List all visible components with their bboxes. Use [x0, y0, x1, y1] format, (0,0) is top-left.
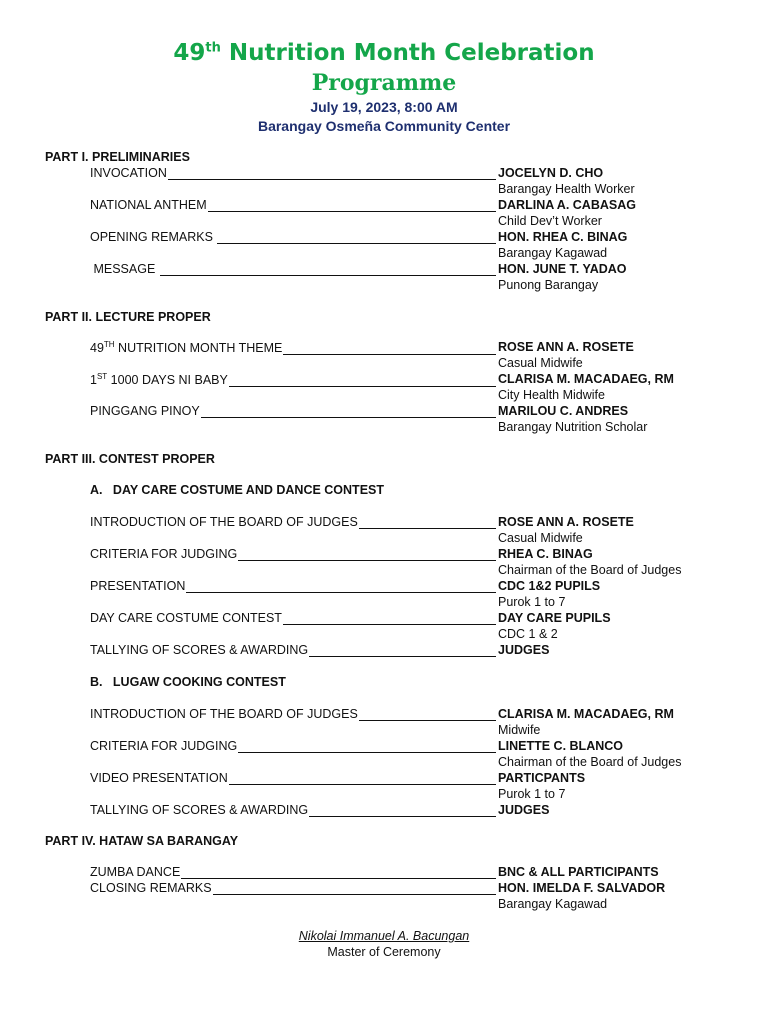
row-role: Casual Midwife — [498, 356, 583, 370]
row-label: CRITERIA FOR JUDGING — [90, 547, 238, 561]
row-name: HON. JUNE T. YADAO — [498, 262, 627, 276]
program-row-a-intro — [0, 515, 768, 531]
leader-line — [309, 644, 496, 657]
row-name: ROSE ANN A. ROSETE — [498, 340, 634, 354]
part-4-heading: PART IV. HATAW SA BARANGAY — [45, 834, 239, 848]
page-subtitle: Programme — [311, 70, 457, 96]
program-row-theme — [0, 340, 768, 356]
row-name: BNC & ALL PARTICIPANTS — [498, 865, 659, 879]
label-suffix: TH — [103, 340, 115, 349]
row-label — [90, 340, 282, 355]
row-label: TALLYING OF SCORES & AWARDING — [90, 643, 309, 657]
row-role: Purok 1 to 7 — [498, 595, 566, 609]
row-label: OPENING REMARKS — [90, 230, 217, 244]
row-name: CLARISA M. MACADAEG, RM — [498, 372, 674, 386]
leader-line — [283, 612, 496, 625]
program-row-zumba — [0, 865, 768, 881]
row-label: ZUMBA DANCE — [90, 865, 181, 879]
leader-line — [160, 263, 496, 276]
row-role: Barangay Nutrition Scholar — [498, 420, 648, 434]
label-suffix: ST — [96, 372, 108, 381]
leader-line — [359, 516, 496, 529]
leader-line — [309, 804, 496, 817]
label-number: 49 — [90, 341, 104, 356]
row-role: Barangay Kagawad — [498, 246, 608, 260]
leader-line — [168, 167, 496, 180]
row-label: VIDEO PRESENTATION — [90, 771, 228, 785]
leader-line — [238, 548, 496, 561]
part-2-heading: PART II. LECTURE PROPER — [45, 310, 211, 324]
event-date: July 19, 2023, 8:00 AM — [310, 99, 458, 115]
part-3-heading: PART III. CONTEST PROPER — [45, 452, 215, 466]
row-name: PARTICPANTS — [498, 771, 586, 785]
row-label: INTRODUCTION OF THE BOARD OF JUDGES — [90, 515, 358, 529]
event-venue: Barangay Osmeña Community Center — [257, 118, 511, 134]
row-label: PRESENTATION — [90, 579, 186, 593]
program-row-a-tally — [0, 643, 768, 659]
row-name: CLARISA M. MACADAEG, RM — [498, 707, 674, 721]
part-1-heading: PART I. PRELIMINARIES — [45, 150, 190, 164]
title-rest: Nutrition Month Celebration — [220, 40, 595, 66]
row-role: Midwife — [498, 723, 541, 737]
row-label — [90, 372, 228, 387]
row-role: Barangay Health Worker — [498, 182, 635, 196]
row-label: INVOCATION — [90, 166, 167, 180]
row-label: CRITERIA FOR JUDGING — [90, 739, 238, 753]
row-role: Chairman of the Board of Judges — [498, 563, 682, 577]
label-number: 1 — [90, 373, 97, 388]
section-a-heading: A. DAY CARE COSTUME AND DANCE CONTEST — [90, 483, 385, 497]
row-name: JUDGES — [498, 643, 550, 657]
row-name: LINETTE C. BLANCO — [498, 739, 623, 753]
row-name: CDC 1&2 PUPILS — [498, 579, 601, 593]
row-role: CDC 1 & 2 — [498, 627, 558, 641]
row-label: MESSAGE — [90, 262, 159, 276]
label-text: 1000 DAYS NI BABY — [107, 373, 228, 388]
leader-line — [208, 199, 496, 212]
leader-line — [213, 882, 496, 895]
label-text: NUTRITION MONTH THEME — [114, 341, 283, 356]
row-role: Punong Barangay — [498, 278, 599, 292]
row-name: HON. IMELDA F. SALVADOR — [498, 881, 666, 895]
program-row-a-costume — [0, 611, 768, 627]
leader-line — [217, 231, 496, 244]
program-row-b-criteria — [0, 739, 768, 755]
row-label: INTRODUCTION OF THE BOARD OF JUDGES — [90, 707, 358, 721]
row-name: JUDGES — [498, 803, 550, 817]
row-name: RHEA C. BINAG — [498, 547, 593, 561]
program-row-a-presentation — [0, 579, 768, 595]
row-name: MARILOU C. ANDRES — [498, 404, 629, 418]
title-suffix: th — [205, 40, 221, 56]
row-name: ROSE ANN A. ROSETE — [498, 515, 634, 529]
program-row-pinggang — [0, 404, 768, 420]
leader-line — [181, 866, 496, 879]
section-b-heading: B. LUGAW COOKING CONTEST — [90, 675, 286, 689]
row-role: Chairman of the Board of Judges — [498, 755, 682, 769]
row-role: Purok 1 to 7 — [498, 787, 566, 801]
program-row-a-criteria — [0, 547, 768, 563]
program-row-b-intro — [0, 707, 768, 723]
program-row-closing — [0, 881, 768, 897]
row-name: DAY CARE PUPILS — [498, 611, 611, 625]
row-role: Casual Midwife — [498, 531, 583, 545]
row-label: DAY CARE COSTUME CONTEST — [90, 611, 282, 625]
leader-line — [229, 374, 496, 387]
row-label: TALLYING OF SCORES & AWARDING — [90, 803, 309, 817]
program-row-b-tally — [0, 803, 768, 819]
row-name: HON. RHEA C. BINAG — [498, 230, 628, 244]
row-name: JOCELYN D. CHO — [498, 166, 604, 180]
row-name: DARLINA A. CABASAG — [498, 198, 636, 212]
program-row-opening — [0, 230, 768, 246]
leader-line — [229, 772, 496, 785]
row-label: PINGGANG PINOY — [90, 404, 200, 418]
program-row-invocation — [0, 166, 768, 182]
program-row-anthem — [0, 198, 768, 214]
program-row-days — [0, 372, 768, 388]
row-role: Child Dev’t Worker — [498, 214, 602, 228]
leader-line — [238, 740, 496, 753]
title-number: 49 — [173, 40, 206, 66]
row-label: CLOSING REMARKS — [90, 881, 212, 895]
row-label: NATIONAL ANTHEM — [90, 198, 207, 212]
row-role: City Health Midwife — [498, 388, 605, 402]
mc-role: Master of Ceremony — [327, 945, 441, 959]
leader-line — [359, 708, 496, 721]
page-title — [0, 40, 768, 66]
leader-line — [201, 405, 496, 418]
program-row-message — [0, 262, 768, 278]
mc-name: Nikolai Immanuel A. Bacungan — [298, 929, 470, 943]
program-row-b-video — [0, 771, 768, 787]
leader-line — [186, 580, 496, 593]
leader-line — [283, 342, 496, 355]
row-role: Barangay Kagawad — [498, 897, 608, 911]
